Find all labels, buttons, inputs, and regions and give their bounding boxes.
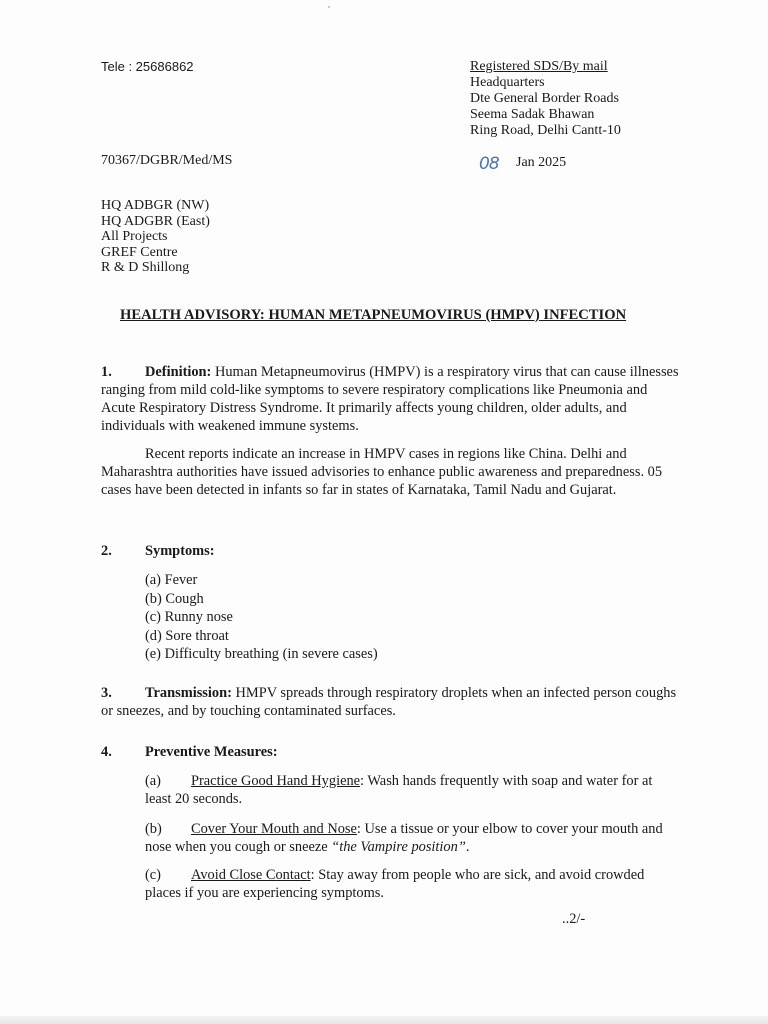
recipient: GREF Centre — [101, 244, 178, 260]
item-text: : Wash hands frequently with soap and water for at least 20 seconds. — [145, 773, 653, 807]
scan-artifact — [328, 6, 330, 8]
section-number: 2. — [101, 543, 112, 559]
item-tag: (b) — [145, 821, 162, 837]
section-number: 4. — [101, 744, 112, 760]
symptom-list — [145, 571, 378, 664]
symptom-item: (d) Sore throat — [145, 627, 229, 644]
sender-address — [470, 59, 621, 139]
item-title: Avoid Close Contact — [191, 867, 311, 883]
address-line: Ring Road, Delhi Cantt-10 — [470, 123, 621, 138]
telephone-number: Tele : 25686862 — [101, 59, 194, 74]
preventive-item-hand-hygiene — [145, 772, 679, 808]
handwritten-date: 08 — [479, 154, 499, 174]
section-preventive-heading — [101, 744, 278, 761]
reference-number: 70367/DGBR/Med/MS — [101, 153, 233, 168]
date-month-year: Jan 2025 — [516, 155, 567, 170]
item-tag: (c) — [145, 867, 161, 883]
recipient: HQ ADBGR (NW) — [101, 198, 210, 213]
section-text: Human Metapneumovirus (HMPV) is a respiratory virus that can cause illnesses ranging from mild cold-like symptoms to severe respiratory complications like Pneumonia and Acute Respiratory Distress Syndrome. It primarily affects young children, older adults, and individuals with weakened immune systems. — [101, 364, 679, 434]
address-line: Dte General Border Roads — [470, 91, 619, 106]
section-label: Definition: — [145, 364, 212, 380]
dispatch-mode: Registered SDS/By mail — [470, 59, 608, 74]
advisory-title: HEALTH ADVISORY: HUMAN METAPNEUMOVIRUS (HMPV) INFECTION — [120, 307, 627, 323]
section-label: Symptoms: — [145, 543, 215, 559]
symptom-item: (e) Difficulty breathing (in severe cases) — [145, 646, 378, 662]
symptom-item: (b) Cough — [145, 590, 204, 607]
item-title: Practice Good Hand Hygiene — [191, 773, 361, 789]
scan-bottom-edge — [0, 1016, 768, 1024]
item-tag: (a) — [145, 773, 161, 789]
symptom-item: (c) Runny nose — [145, 609, 233, 625]
item-end: . — [465, 839, 470, 855]
preventive-item-cover-mouth — [145, 820, 679, 856]
item-title: Cover Your Mouth and Nose — [191, 821, 357, 837]
recipient: All Projects — [101, 229, 168, 244]
section-text: HMPV spreads through respiratory droplets when an infected person coughs or sneezes, and by touching contaminated surfaces. — [101, 685, 677, 719]
section-number: 1. — [101, 364, 112, 380]
section-definition — [101, 363, 679, 435]
page-continuation-marker: ..2/- — [562, 911, 586, 927]
address-line: Headquarters — [470, 75, 545, 90]
section-number: 3. — [101, 685, 112, 701]
recipient: R & D Shillong — [101, 260, 190, 275]
address-line: Seema Sadak Bhawan — [470, 107, 595, 122]
preventive-item-avoid-contact — [145, 866, 679, 902]
section-transmission — [101, 684, 679, 720]
symptom-item: (a) Fever — [145, 572, 198, 588]
item-quote: “the Vampire position” — [331, 839, 466, 855]
section-symptoms-heading — [101, 543, 215, 560]
recipient: HQ ADGBR (East) — [101, 213, 210, 229]
section-definition-para2: Recent reports indicate an increase in HMPV cases in regions like China. Delhi and Maharashtra authorities have issued advisories to enhance public awareness and preparedness. 05 cases have been detected in infants so far in states of Karnataka, Tamil Nadu and Gujarat. — [101, 446, 663, 498]
recipient-list — [101, 198, 210, 276]
item-text: : Use a tissue or your elbow to cover your mouth and nose when you cough or sneeze — [145, 821, 663, 855]
item-text: : Stay away from people who are sick, and avoid crowded places if you are experiencing symptoms. — [145, 867, 645, 901]
section-label: Transmission: — [145, 685, 232, 701]
section-label: Preventive Measures: — [145, 744, 278, 760]
